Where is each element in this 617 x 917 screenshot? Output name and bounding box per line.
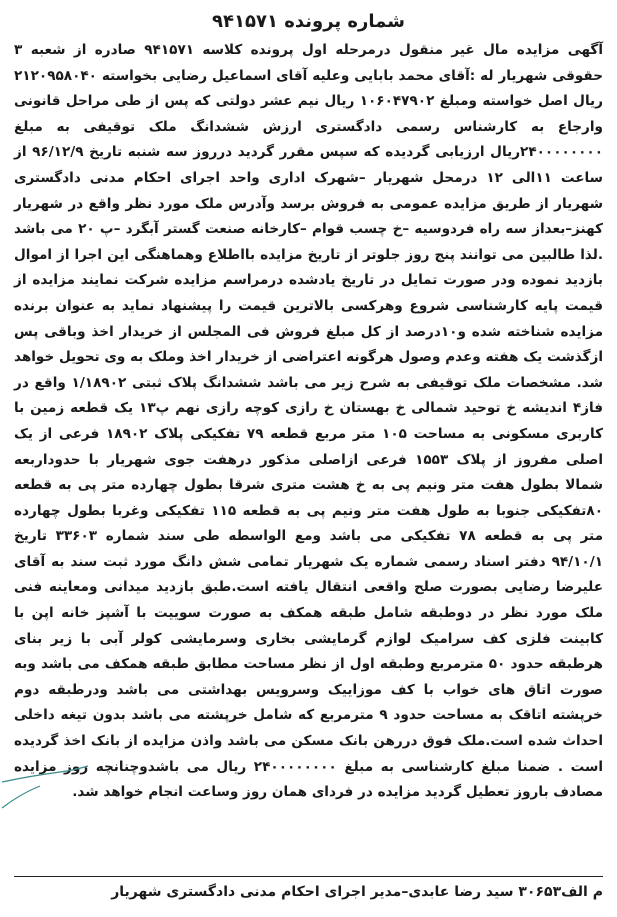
signature-line: م الف۳۰۶۵۳ سید رضا عابدی–مدیر اجرای احکام مدنی دادگستری شهریار (14, 876, 603, 907)
pen-stroke-mark (0, 742, 90, 812)
notice-body: آگهی مزایده مال غیر منقول درمرحله اول پرونده کلاسه ۹۴۱۵۷۱ صادره از شعبه ۳ حقوقی شهریار له :آقای محمد بابایی وعلیه آقای اسماعیل رضایی بخواسته ۲۱۲۰۹۵۸۰۴۰ ریال اصل خواسته ومبلغ ۱۰۶۰۴۷۹۰۲ ریال نیم عشر دولتی که پس از طی مراحل قانونی وارجاع به کارشناس رسمی دادگستری ارزش ششدانگ ملک توقیفی به مبلغ ۲۴۰۰۰۰۰۰۰۰ریال ارزیابی گردیده که سپس مقرر گردید درروز سه شنبه تاریخ ۹۶/۱۲/۹ از ساعت ۱۱الی ۱۲ درمحل شهریار –شهرک اداری واحد اجرای احکام مدنی دادگستری شهریار از طریق مزایده عمومی به فروش برسد وآدرس ملک مورد نظر واقع در شهریار کهنز–بعداز سه راه فردوسیه –خ چسب قوام –کارخانه صنعت گستر آبگرد –پ ۲۰ می باشد .لذا طالبین می توانند پنج روز جلوتر از تاریخ مزایده بااطلاع وهماهنگی این اجرا از اموال بازدید نموده ودر صورت تمایل در تاریخ یادشده درمراسم مزایده شرکت نمایند مزایده از قیمت پایه کارشناسی شروع وهرکسی بالاترین قیمت را پیشنهاد نماید به عنوان برنده مزایده شناخته شده و۱۰درصد از کل مبلغ فروش فی المجلس از خریدار اخذ وباقی پس ازگذشت یک هفته وعدم وصول هرگونه اعتراضی از خریدار اخذ وملک به وی تحویل خواهد شد. مشخصات ملک توقیفی به شرح زیر می باشد ششدانگ پلاک ثبتی ۱/۱۸۹۰۲ واقع در فاز۴ اندیشه خ توحید شمالی خ بهستان خ رازی کوچه رازی نهم پ۱۳ یک قطعه زمین با کاربری مسکونی به مساحت ۱۰۵ متر مربع قطعه ۷۹ تفکیکی پلاک ۱۸۹۰۲ فرعی از یک اصلی مفروز از پلاک ۱۵۵۳ فرعی ازاصلی مذکور درهفت جوی شهریار با حدوداربعه شمالا بطول هفت متر ونیم پی به خ هشت متری شرقا بطول چهارده متر پی به قطعه ۸۰تفکیکی جنوبا به طول هفت متر ونیم پی به قطعه ۱۱۵ تفکیکی وغربا بطول چهارده متر پی به قطعه ۷۸ تفکیکی می باشد ومع الواسطه طی سند شماره ۳۳۶۰۳ تاریخ ۹۴/۱۰/۱ دفتر اسناد رسمی شماره یک شهریار تمامی شش دانگ مورد ثبت سند به آقای علیرضا رضایی بصورت صلح واقعی انتقال یافته است.طبق بازدید میدانی ومعاینه فنی ملک مورد نظر در دوطبقه شامل طبقه همکف به صورت سوییت با آشپز خانه اپن با کابینت فلزی کف سرامیک لوازم گرمایشی بخاری وسرمایشی کولر آبی با زیر بنای هرطبقه حدود ۵۰ مترمربع وطبقه اول از نظر مساحت مطابق طبقه همکف می باشد وبه صورت اتاق های خواب با کف موزاییک وسرویس بهداشتی می باشد ودرطبقه دوم خرپشته اتاقک به مساحت حدود ۹ مترمربع که شامل خرپشته می باشد بدون تیغه داخلی احداث شده است.ملک فوق دررهن بانک مسکن می باشد واذن مزایده از بانک اخذ گردیده است . ضمنا مبلغ کارشناسی به مبلغ ۲۴۰۰۰۰۰۰۰۰ ریال می باشدوچنانچه روز مزایده مصادف باروز تعطیل گردید مزایده در فردای همان روز وساعت انجام خواهد شد. (14, 42, 604, 801)
case-number-title: شماره پرونده ۹۴۱۵۷۱ (212, 11, 405, 32)
